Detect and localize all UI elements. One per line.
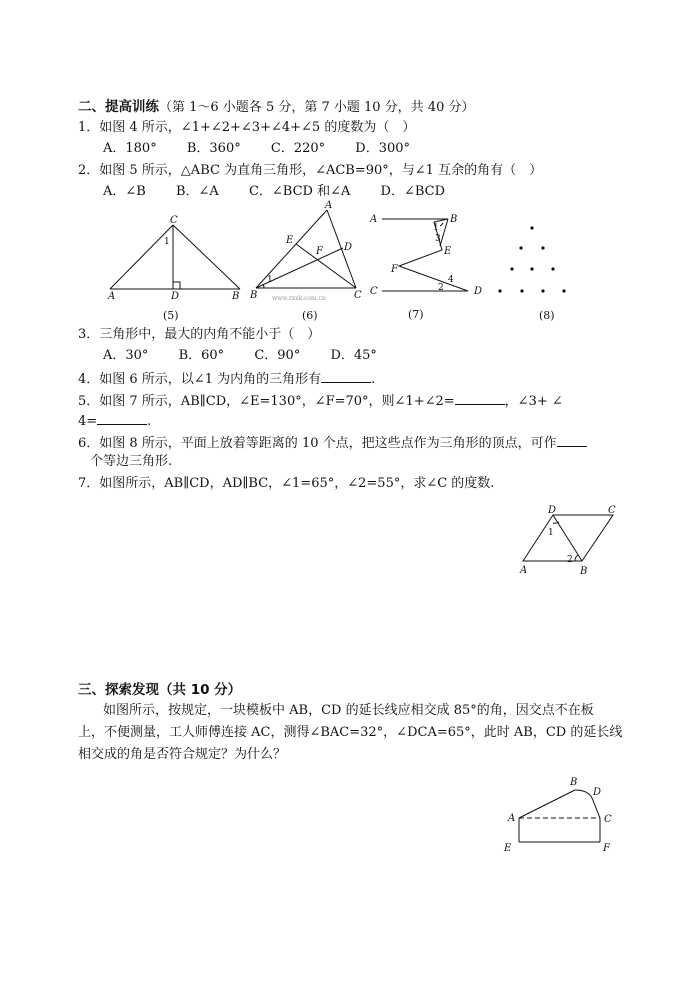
q5-end: . [147,414,152,429]
fig8-dot [519,246,522,249]
section2-heading [78,99,475,116]
q2-options [103,184,471,200]
q5-answer-blank-2[interactable] [97,412,147,425]
fig5-side-ac [110,225,173,289]
fig6-label-a: A [325,200,333,211]
fig-s3-label-c: C [604,814,612,825]
q2-option-b: B．∠A [175,184,219,199]
fig5-label-d: D [171,291,180,302]
q4-answer-blank[interactable] [321,370,371,383]
fig7-label-f: F [391,264,398,275]
section3-para-line1: 如图所示，按规定，一块模板中 AB，CD 的延长线应相交成 85°的角，因交点不在板 [103,703,594,718]
fig7-angle-arc [440,223,443,226]
q3-stem: 3．三角形中，最大的内角不能小于（ ） [78,327,321,342]
fig-q7-label-1: 1 [548,528,554,538]
section3-para-line3: 相交成的角是否符合规定？为什么？ [78,747,287,762]
figure-5 [100,213,240,328]
q6-line1 [78,434,587,452]
q5-line1 [78,392,563,410]
fig5-label-b: B [232,291,240,302]
fig7-label-d: D [474,286,483,297]
q3-option-d: D．45° [330,348,377,363]
fig-q7-angle-1-arc [553,522,559,523]
fig7-label-c: C [370,286,378,297]
q5-mid: ，∠3+ ∠ [504,394,563,409]
section3-note: （共 10 分） [159,682,242,698]
fig-s3-edge-ab [519,790,575,818]
fig8-dot [520,289,523,292]
fig5-right-angle-mark [173,282,180,289]
fig8-dot [541,289,544,292]
q3-option-a: A．30° [103,348,149,363]
fig7-label-3: 3 [435,234,441,244]
fig-s3-label-a: A [508,813,516,824]
q2-stem: 2．如图 5 所示，△ABC 为直角三角形，∠ACB=90°，与∠1 互余的角有（ ） [78,163,543,178]
section2-title: 二、提高训练 [78,99,159,115]
q1-option-d: D．300° [355,141,411,156]
fig7-label-a: A [370,214,378,225]
q7-stem: 7．如图所示，AB∥CD，AD∥BC，∠1=65°，∠2=55°，求∠C 的度数. [78,476,495,491]
q1-option-b: B．360° [186,141,241,156]
fig5-label-1: 1 [164,237,170,247]
fig7-label-1: 1 [433,223,439,233]
fig-q7-label-2: 2 [567,555,573,565]
q5-line2 [78,412,151,430]
q1-options [103,141,436,157]
q6-stem: 6．如图 8 所示，平面上放着等距离的 10 个点，把这些点作为三角形的顶点，可作 [78,436,557,451]
q1-option-a: A．180° [103,141,157,156]
fig7-line-be [440,219,448,246]
q4-end: . [371,372,376,387]
fig8-dot [562,289,565,292]
fig8-caption: (8) [539,309,555,322]
figure-7 [370,210,490,325]
fig6-label-c: C [354,290,362,301]
fig7-label-e: E [444,246,452,257]
q3-option-b: B．60° [178,348,225,363]
fig6-label-d: D [344,242,353,253]
fig-s3-label-e: E [504,843,512,854]
q6-line2: 个等边三角形. [90,454,173,469]
fig8-dot [551,267,554,270]
q3-options [103,348,403,364]
section2-note: （第 1～6 小题各 5 分，第 7 小题 10 分，共 40 分） [159,100,475,115]
fig8-dot [530,267,533,270]
fig-s3-edge-dc [592,798,600,818]
fig-s3-label-d: D [593,787,602,798]
fig-s3-edge-bd-curve [575,790,592,798]
fig8-dot [530,226,533,229]
fig6-label-b: B [250,290,258,301]
fig7-label-4: 4 [448,275,454,285]
section3-para-line2: 上，不便测量，工人师傅连接 AC，测得∠BAC=32°，∠DCA=65°，此时 AB，CD 的延长线 [78,725,623,740]
fig5-caption: (5) [163,309,179,322]
figure-section3-board [500,772,630,862]
fig-q7-angle-2-arc [575,555,578,561]
fig6-caption: (6) [302,309,318,322]
fig5-side-cb [173,225,240,289]
q1-stem: 1．如图 4 所示，∠1+∠2+∠3+∠4+∠5 的度数为（ ） [78,120,416,135]
q3-option-c: C．90° [254,348,301,363]
section3-heading [78,682,241,698]
fig8-dot [541,246,544,249]
fig5-label-c: C [170,215,178,226]
fig5-label-a: A [108,291,116,302]
q5-line2-label: 4= [78,414,98,429]
q4-stem: 4．如图 6 所示，以∠1 为内角的三角形有 [78,372,322,387]
q2-option-d: D．∠BCD [380,184,446,199]
fig-q7-label-c: C [608,505,616,516]
fig7-caption: (7) [408,308,424,321]
fig6-label-1: 1 [267,275,273,285]
fig6-watermark: www.zxxk.com.cn [272,295,326,302]
fig7-label-b: B [450,214,458,225]
q2-option-c: C．∠BCD 和∠A [248,184,351,199]
fig7-label-2: 2 [438,283,444,293]
fig6-label-f: F [316,246,323,257]
fig-s3-label-b: B [570,777,578,788]
figure-q7-parallelogram [515,503,625,578]
fig-q7-label-b: B [580,566,588,577]
fig8-dot [498,289,501,292]
figure-8 [495,215,575,330]
fig-q7-label-d: D [548,505,557,516]
fig6-label-e: E [286,235,294,246]
q6-answer-blank[interactable] [557,434,587,447]
q4-line [78,370,375,388]
figure-6 [250,200,370,322]
q5-stem: 5．如图 7 所示，AB∥CD，∠E=130°，∠F=70°，则∠1+∠2= [78,394,455,409]
section3-title: 三、探索发现 [78,682,159,698]
q2-option-a: A．∠B [103,184,146,199]
q5-answer-blank-1[interactable] [455,392,505,405]
q1-option-c: C．220° [270,141,326,156]
fig-s3-label-f: F [603,843,610,854]
fig-q7-label-a: A [520,565,528,576]
fig8-dot [510,267,513,270]
